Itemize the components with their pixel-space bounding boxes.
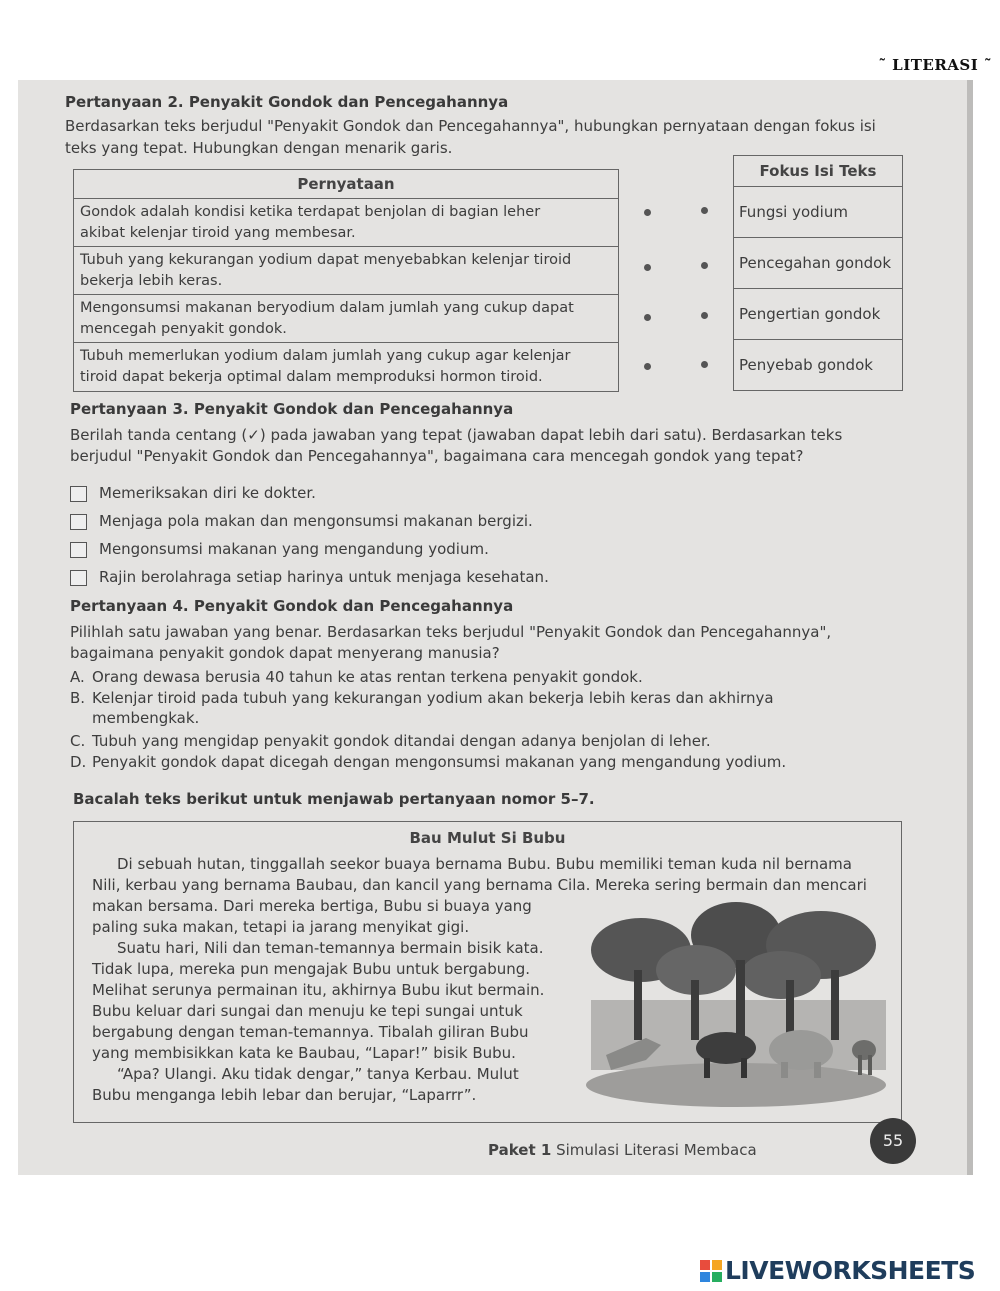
liveworksheets-brand: LIVEWORKSHEETS [700,1256,975,1285]
checkbox[interactable] [70,486,87,502]
q3-option[interactable]: Mengonsumsi makanan yang mengandung yodium. [70,539,489,559]
reading-instruction: Bacalah teks berikut untuk menjawab pertanyaan nomor 5–7. [73,790,595,808]
forest-animals-illustration [586,900,891,1110]
statement-row: Mengonsumsi makanan beryodium dalam jumlah yang cukup dapat mencegah penyakit gondok. [74,295,618,343]
section-tag: ˜ LITERASI ˜ [878,56,992,74]
q3-instruction-line-1: Berilah tanda centang (✓) pada jawaban yang tepat (jawaban dapat lebih dari satu). Berdasarkan teks [70,426,843,444]
statement-row: Tubuh memerlukan yodium dalam jumlah yang cukup agar kelenjar tiroid dapat bekerja optimal dalam memproduksi hormon tiroid. [80,348,571,385]
statement-table [73,169,619,392]
q2-title: Pertanyaan 2. Penyakit Gondok dan Pencegahannya [65,93,509,111]
q4-title: Pertanyaan 4. Penyakit Gondok dan Pencegahannya [70,597,514,615]
worksheet-page [18,80,973,1175]
focus-item: Pengertian gondok [734,289,902,340]
story-line: Melihat serunya permainan itu, akhirnya Bubu ikut bermain. [92,981,545,999]
q3-option[interactable]: Menjaga pola makan dan mengonsumsi makanan bergizi. [70,511,533,531]
liveworksheets-logo-icon [700,1260,722,1282]
story-line: makan bersama. Dari mereka bertiga, Bubu si buaya yang [92,897,532,915]
focus-item: Penyebab gondok [739,356,873,374]
page-number-badge: 55 [870,1118,916,1164]
q2-instruction-line-1: Berdasarkan teks berjudul "Penyakit Gondok dan Pencegahannya", hubungkan pernyataan dengan fokus isi [65,117,876,135]
checkbox[interactable] [70,570,87,586]
q3-option[interactable]: Rajin berolahraga setiap harinya untuk menjaga kesehatan. [70,567,549,587]
story-line: yang membisikkan kata ke Baubau, “Lapar!” bisik Bubu. [92,1044,516,1062]
story-line: Bubu menganga lebih lebar dan berujar, “Laparrr”. [92,1086,477,1104]
story-line: bergabung dengan teman-temannya. Tibalah giliran Bubu [92,1023,529,1041]
q4-option-a[interactable]: A. Orang dewasa berusia 40 tahun ke atas rentan terkena penyakit gondok. [70,668,643,686]
left-match-dot[interactable] [644,363,651,370]
story-line: Bubu keluar dari sungai dan menuju ke tepi sungai untuk [92,1002,523,1020]
statement-header: Pernyataan [74,170,618,199]
story-line: Nili, kerbau yang bernama Baubau, dan kancil yang bernama Cila. Mereka sering bermain dan mencari [92,876,867,894]
right-match-dot[interactable] [701,207,708,214]
story-line: Suatu hari, Nili dan teman-temannya bermain bisik kata. [117,939,544,957]
checkbox[interactable] [70,514,87,530]
story-title: Bau Mulut Si Bubu [409,829,566,847]
q4-option-c[interactable]: C. Tubuh yang mengidap penyakit gondok ditandai dengan adanya benjolan di leher. [70,732,711,750]
page-edge-shadow [967,80,973,1175]
checkbox[interactable] [70,542,87,558]
q4-option-d[interactable]: D. Penyakit gondok dapat dicegah dengan mengonsumsi makanan yang mengandung yodium. [70,753,787,771]
q4-instruction-line-2: bagaimana penyakit gondok dapat menyerang manusia? [70,644,500,662]
story-line: paling suka makan, tetapi ia jarang menyikat gigi. [92,918,470,936]
q2-instruction-line-2: teks yang tepat. Hubungkan dengan menarik garis. [65,139,453,157]
story-line: “Apa? Ulangi. Aku tidak dengar,” tanya Kerbau. Mulut [117,1065,519,1083]
story-line: Di sebuah hutan, tinggallah seekor buaya bernama Bubu. Bubu memiliki teman kuda nil bernama [117,855,852,873]
left-match-dot[interactable] [644,314,651,321]
left-match-dot[interactable] [644,264,651,271]
right-match-dot[interactable] [701,361,708,368]
story-line: Tidak lupa, mereka pun mengajak Bubu untuk bergabung. [92,960,531,978]
focus-item: Pencegahan gondok [734,238,902,289]
q3-option[interactable]: Memeriksakan diri ke dokter. [70,483,316,503]
story-box [73,821,902,1123]
focus-table [733,155,903,391]
left-match-dot[interactable] [644,209,651,216]
statement-row: Tubuh yang kekurangan yodium dapat menyebabkan kelenjar tiroid bekerja lebih keras. [74,247,618,295]
q4-option-b[interactable]: B. Kelenjar tiroid pada tubuh yang kekurangan yodium akan bekerja lebih keras dan akhirnya membengkak. [70,689,774,727]
right-match-dot[interactable] [701,312,708,319]
right-match-dot[interactable] [701,262,708,269]
q3-instruction-line-2: berjudul "Penyakit Gondok dan Pencegahannya", bagaimana cara mencegah gondok yang tepat? [70,447,804,465]
statement-row: Gondok adalah kondisi ketika terdapat benjolan di bagian leher akibat kelenjar tiroid yang membesar. [74,199,618,247]
focus-item: Fungsi yodium [734,187,902,238]
focus-header: Fokus Isi Teks [734,156,902,187]
q3-title: Pertanyaan 3. Penyakit Gondok dan Pencegahannya [70,400,514,418]
q4-instruction-line-1: Pilihlah satu jawaban yang benar. Berdasarkan teks berjudul "Penyakit Gondok dan Pencegahannya", [70,623,832,641]
footer-label: Paket 1 Simulasi Literasi Membaca [488,1141,757,1159]
